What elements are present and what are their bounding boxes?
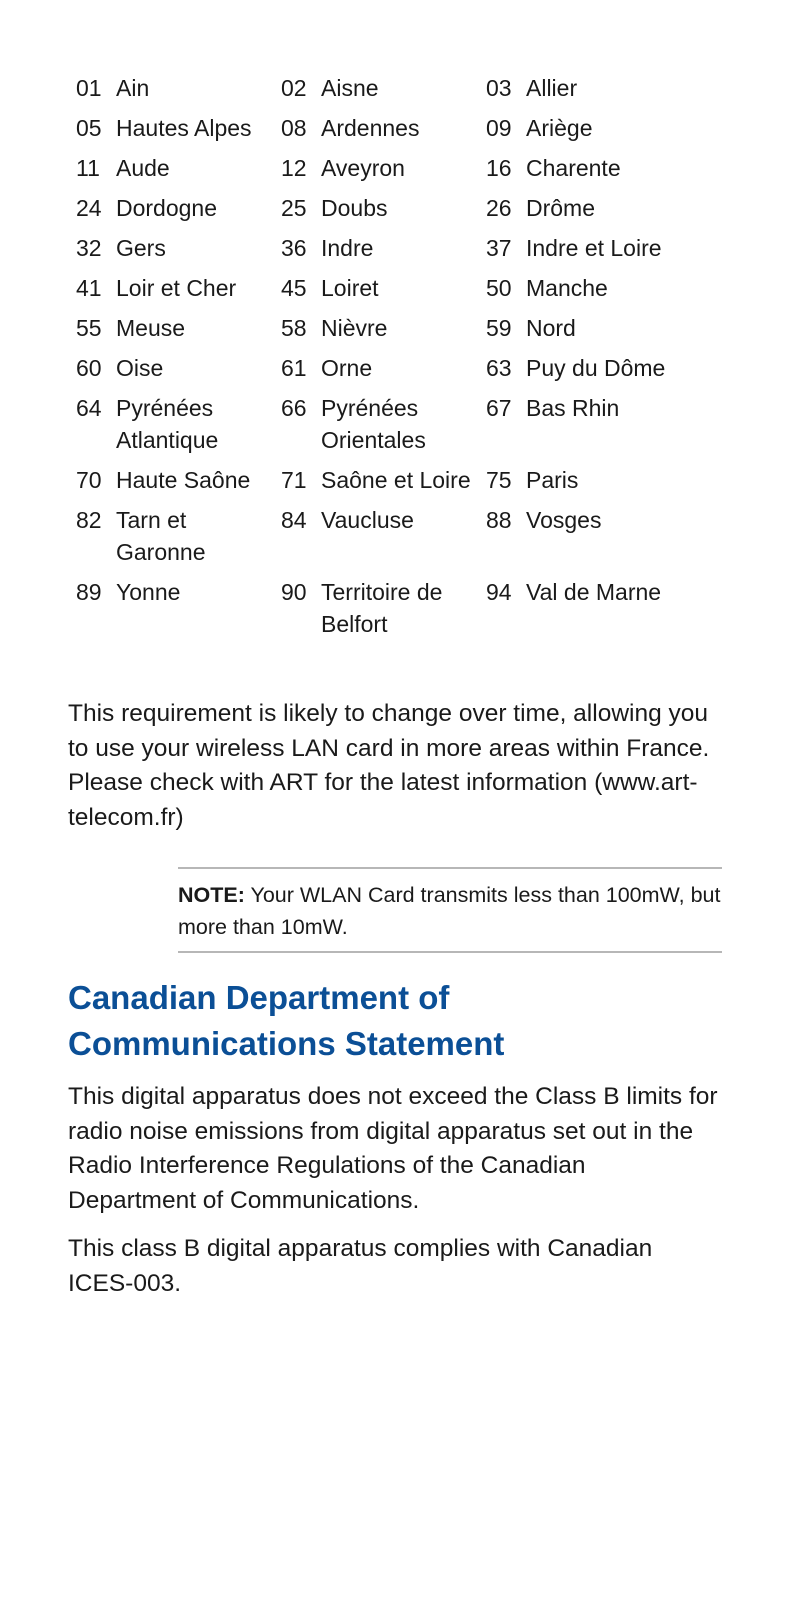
department-entry [74,464,279,496]
department-code: 16 [486,155,512,181]
department-name: Indre [321,235,374,261]
canada-paragraph-1: This digital apparatus does not exceed the Class B limits for radio noise emissions from digital apparatus set out in the Radio Interference Regulations of the Canadian Department of Communications. [68,1083,718,1214]
department-name: Haute Saône [116,467,251,493]
department-code: 12 [281,155,307,181]
department-name: Yonne [116,579,181,605]
department-name: Gers [116,235,166,261]
department-entry [279,72,484,104]
department-entry [279,576,484,640]
department-name: Ardennes [321,115,420,141]
department-code: 25 [281,195,307,221]
department-code: 75 [486,467,512,493]
department-code: 01 [76,75,102,101]
department-entry [279,152,484,184]
department-code: 11 [76,155,100,181]
department-code: 64 [76,395,102,421]
department-name: Pyrénées Orientales [321,395,426,453]
department-entry [279,192,484,224]
department-code: 88 [486,507,512,533]
department-entry [279,312,484,344]
department-code: 05 [76,115,102,141]
note-text: Your WLAN Card transmits less than 100mW, but more than 10mW. [178,883,721,939]
department-name: Oise [116,355,164,381]
department-name: Tarn et Garonne [116,507,206,565]
department-code: 03 [486,75,512,101]
department-code: 02 [281,75,307,101]
department-code: 90 [281,579,307,605]
department-code: 45 [281,275,307,301]
department-entry [74,272,279,304]
department-name: Val de Marne [526,579,662,605]
department-code: 08 [281,115,307,141]
section-heading: Canadian Department of Communications Statement [68,979,505,1062]
department-name: Indre et Loire [526,235,662,261]
department-entry [484,152,714,184]
department-code: 70 [76,467,102,493]
department-entry [74,312,279,344]
department-name: Doubs [321,195,388,221]
department-code: 66 [281,395,307,421]
department-entry [74,192,279,224]
note-box [178,867,722,953]
department-entry [279,352,484,384]
department-entry [484,232,714,264]
department-entry [279,112,484,144]
department-name: Aveyron [321,155,405,181]
department-code: 63 [486,355,512,381]
department-name: Bas Rhin [526,395,620,421]
department-code: 36 [281,235,307,261]
department-code: 24 [76,195,102,221]
department-code: 59 [486,315,512,341]
department-name: Aisne [321,75,379,101]
canada-paragraph-2: This class B digital apparatus complies with Canadian ICES-003. [68,1235,653,1297]
department-name: Loir et Cher [116,275,237,301]
department-entry [279,464,484,496]
department-code: 58 [281,315,307,341]
department-code: 82 [76,507,102,533]
department-name: Puy du Dôme [526,355,666,381]
department-entry [484,112,714,144]
department-entry [484,392,714,456]
department-name: Paris [526,467,579,493]
department-name: Territoire de Belfort [321,579,443,637]
department-name: Vaucluse [321,507,414,533]
department-code: 94 [486,579,512,605]
department-entry [279,272,484,304]
department-entry [484,576,714,640]
department-code: 32 [76,235,102,261]
department-entry [74,352,279,384]
department-name: Ain [116,75,150,101]
department-code: 60 [76,355,102,381]
department-code: 41 [76,275,102,301]
department-entry [484,352,714,384]
department-code: 71 [281,467,307,493]
department-entry [484,272,714,304]
department-name: Pyrénées Atlantique [116,395,219,453]
department-name: Hautes Alpes [116,115,252,141]
department-code: 09 [486,115,512,141]
department-code: 67 [486,395,512,421]
department-code: 37 [486,235,512,261]
department-entry [74,392,279,456]
department-entry [484,192,714,224]
department-name: Saône et Loire [321,467,471,493]
department-name: Meuse [116,315,186,341]
department-entry [74,72,279,104]
department-code: 50 [486,275,512,301]
department-name: Ariège [526,115,593,141]
department-entry [74,576,279,640]
department-table [74,72,714,640]
department-name: Nièvre [321,315,388,341]
department-entry [279,392,484,456]
department-entry [279,504,484,568]
department-name: Dordogne [116,195,218,221]
department-entry [484,72,714,104]
department-name: Loiret [321,275,379,301]
department-code: 61 [281,355,307,381]
department-entry [74,112,279,144]
department-name: Allier [526,75,578,101]
department-name: Nord [526,315,576,341]
department-name: Orne [321,355,373,381]
department-name: Drôme [526,195,596,221]
france-requirement-paragraph: This requirement is likely to change over time, allowing you to use your wireless LAN card in more areas within France. Please check with ART for the latest information (www.art-telecom.fr) [68,700,710,831]
department-code: 89 [76,579,102,605]
department-name: Charente [526,155,621,181]
department-entry [74,504,279,568]
department-code: 26 [486,195,512,221]
department-entry [74,152,279,184]
department-code: 84 [281,507,307,533]
department-entry [484,504,714,568]
department-entry [74,232,279,264]
department-entry [484,464,714,496]
department-name: Aude [116,155,170,181]
department-name: Vosges [526,507,602,533]
department-entry [484,312,714,344]
department-entry [279,232,484,264]
note-label: NOTE: [178,883,245,907]
department-name: Manche [526,275,608,301]
department-code: 55 [76,315,102,341]
